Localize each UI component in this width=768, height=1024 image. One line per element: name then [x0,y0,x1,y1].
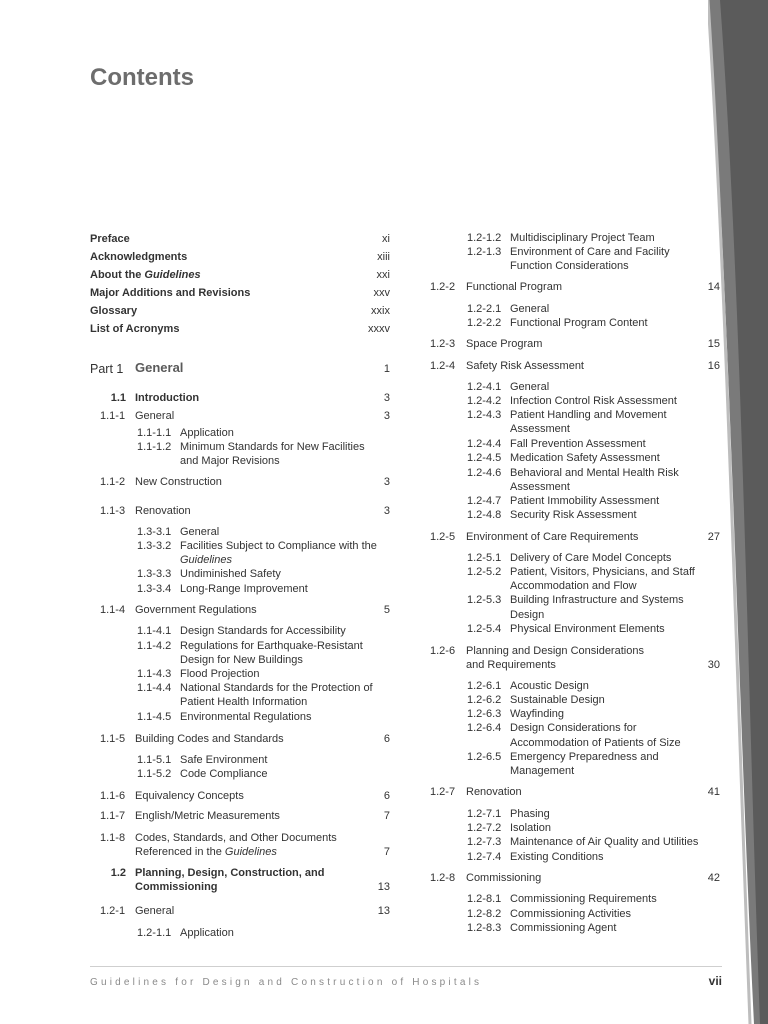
subsection-number: 1.2-6.2 [467,694,502,706]
subsection-number: 1.2-4.2 [467,395,502,407]
toc-page: 3 [383,505,390,517]
toc-page: 1 [383,363,390,375]
section-title: General [135,905,175,917]
section-number: 1.1-7 [100,810,126,822]
subsection-title: Wayfinding [510,708,565,720]
subsection-title: Commissioning Requirements [510,893,657,905]
subsection-title: Design Considerations for [510,722,637,734]
subsection-number: 1.2-4.8 [467,509,502,521]
section-title-italic: Guidelines [224,846,277,858]
subsection-number: 1.2-4.5 [467,452,502,464]
toc-label [90,268,201,282]
subsection-title-cont: Function Considerations [510,260,629,272]
subsection-title: Patient, Visitors, Physicians, and Staff [510,566,695,578]
section-number: 1.2-1 [100,905,126,917]
subsection-number: 1.2-2.1 [467,303,502,315]
subsection-number: 1.2-4.6 [467,467,502,479]
subsection-number: 1.1-4.1 [137,625,172,637]
subsection-number: 1.3-3.4 [137,583,172,595]
subsection-number: 1.2-7.3 [467,836,502,848]
section-number: 1.1-5 [100,733,126,745]
subsection-title: Fall Prevention Assessment [510,438,646,450]
section-number: 1.2-6 [430,645,456,657]
subsection-title: Undiminished Safety [180,568,281,580]
section-title: Functional Program [466,281,562,293]
toc-page: 7 [383,846,390,858]
section-number: 1.2-3 [430,338,456,350]
toc-label: Preface [90,233,130,245]
section-title: Government Regulations [135,604,257,616]
toc-page: xxix [371,305,390,317]
subsection-number: 1.2-8.3 [467,922,502,934]
toc-page: xxi [376,269,390,281]
subsection-title-cont: Management [510,765,575,777]
toc-page: xiii [377,251,390,263]
toc-page: xi [382,233,390,245]
section-number: 1.2-2 [430,281,456,293]
subsection-number: 1.2-6.4 [467,722,502,734]
section-number: 1.1-1 [100,410,126,422]
subsection-title-cont: Design [510,609,545,621]
running-footer: Guidelines for Design and Construction of Hospitals [90,977,483,988]
subsection-title: Phasing [510,808,550,820]
subsection-number: 1.2-1.3 [467,246,502,258]
part-name: General [135,360,184,375]
section-title-text: Referenced in the [135,846,225,858]
subsection-title: Long-Range Improvement [180,583,308,595]
toc-page: 42 [707,872,720,884]
subsection-title: Commissioning Activities [510,908,632,920]
toc-page: 3 [383,476,390,488]
toc-page: 13 [377,905,390,917]
subsection-number: 1.3-3.2 [137,540,172,552]
section-title: General [135,410,175,422]
subsection-title: Behavioral and Mental Health Risk [510,467,679,479]
section-number: 1.1-3 [100,505,126,517]
subsection-title-cont: Guidelines [180,554,232,566]
subsection-number: 1.2-5.3 [467,594,502,606]
subsection-title-cont: Accommodation of Patients of Size [510,737,681,749]
section-title: Codes, Standards, and Other Documents [135,832,337,844]
subsection-title: Application [180,927,234,939]
toc-page: 6 [383,733,390,745]
subsection-number: 1.2-7.2 [467,822,502,834]
subsection-number: 1.2-8.1 [467,893,502,905]
toc-page: xxxv [368,323,390,335]
subsection-number: 1.1-4.3 [137,668,172,680]
subsection-number: 1.1-4.4 [137,682,172,694]
toc-page: 6 [383,790,390,802]
toc-page: 3 [383,392,390,404]
subsection-number: 1.1-4.5 [137,711,172,723]
page-title: Contents [90,64,194,91]
toc-page: xxv [373,287,390,299]
subsection-number: 1.1-1.2 [137,441,172,453]
section-number: 1.1-4 [100,604,126,616]
subsection-number: 1.3-3.1 [137,526,172,538]
subsection-title-cont: Accommodation and Flow [510,580,637,592]
chapter-title-cont: Commissioning [135,881,218,893]
subsection-title: Medication Safety Assessment [510,452,660,464]
subsection-title: Delivery of Care Model Concepts [510,552,672,564]
subsection-number: 1.3-3.3 [137,568,172,580]
section-number: 1.1-6 [100,790,126,802]
subsection-number: 1.2-1.2 [467,232,502,244]
subsection-title: General [510,303,550,315]
subsection-title: Functional Program Content [510,317,648,329]
section-title: New Construction [135,476,222,488]
chapter-title: Introduction [135,392,200,404]
toc-page: 41 [707,786,720,798]
section-number: 1.1-2 [100,476,126,488]
section-title: Safety Risk Assessment [466,360,584,372]
subsection-title: Facilities Subject to Compliance with the [180,540,377,552]
subsection-number: 1.2-5.1 [467,552,502,564]
toc-label: Glossary [90,305,138,317]
subsection-title: Environment of Care and Facility [510,246,670,258]
subsection-title: Safe Environment [180,754,268,766]
subsection-title: Sustainable Design [510,694,605,706]
toc-page: 13 [377,881,390,893]
subsection-title: Infection Control Risk Assessment [510,395,677,407]
subsection-title-cont: Assessment [510,423,570,435]
section-title: Renovation [466,786,522,798]
subsection-title: Regulations for Earthquake-Resistant [180,640,363,652]
toc-page: 16 [707,360,720,372]
subsection-title: Maintenance of Air Quality and Utilities [510,836,699,848]
subsection-title: Security Risk Assessment [510,509,637,521]
subsection-number: 1.2-7.1 [467,808,502,820]
toc-page: 30 [707,659,720,671]
subsection-title: General [180,526,220,538]
subsection-title-cont: Design for New Buildings [180,654,303,666]
toc-page: 15 [707,338,720,350]
subsection-title: Environmental Regulations [180,711,312,723]
toc-page: 3 [383,410,390,422]
section-number: 1.1-8 [100,832,126,844]
subsection-title: Acoustic Design [510,680,589,692]
subsection-number: 1.2-2.2 [467,317,502,329]
section-title: Space Program [466,338,543,350]
subsection-title: Multidisciplinary Project Team [510,232,655,244]
subsection-title: Building Infrastructure and Systems [510,594,684,606]
subsection-number: 1.2-6.3 [467,708,502,720]
toc-label: Acknowledgments [90,251,188,263]
section-title-cont: and Requirements [466,659,556,671]
section-number: 1.2-7 [430,786,456,798]
subsection-title: Minimum Standards for New Facilities [180,441,365,453]
subsection-number: 1.1-5.1 [137,754,172,766]
subsection-title: Isolation [510,822,551,834]
chapter-title: Planning, Design, Construction, and [135,867,325,879]
subsection-title: Emergency Preparedness and [510,751,659,763]
subsection-title: General [510,381,550,393]
section-number: 1.2-8 [430,872,456,884]
section-number: 1.2-5 [430,531,456,543]
subsection-title: Patient Handling and Movement [510,409,667,421]
toc-label-italic: Guidelines [144,269,201,281]
subsection-number: 1.1-4.2 [137,640,172,652]
toc-page: 5 [383,604,390,616]
subsection-title: Physical Environment Elements [510,623,665,635]
subsection-number: 1.2-4.1 [467,381,502,393]
subsection-number: 1.2-5.2 [467,566,502,578]
subsection-number: 1.2-4.4 [467,438,502,450]
section-title: Equivalency Concepts [135,790,244,802]
chapter-number: 1.1 [110,392,126,404]
subsection-number: 1.1-5.2 [137,768,172,780]
subsection-number: 1.2-6.5 [467,751,502,763]
subsection-number: 1.2-4.3 [467,409,502,421]
subsection-title: Patient Immobility Assessment [510,495,660,507]
subsection-number: 1.2-8.2 [467,908,502,920]
subsection-number: 1.2-6.1 [467,680,502,692]
section-number: 1.2-4 [430,360,456,372]
subsection-title: Design Standards for Accessibility [180,625,346,637]
toc-page: 14 [707,281,720,293]
subsection-title-cont: and Major Revisions [180,455,280,467]
section-title: Commissioning [466,872,542,884]
section-title: Building Codes and Standards [135,733,284,745]
subsection-title-cont: Assessment [510,481,570,493]
subsection-title: Flood Projection [180,668,260,680]
subsection-number: 1.1-1.1 [137,427,172,439]
chapter-number: 1.2 [110,867,126,879]
toc-page: 27 [707,531,720,543]
part-number: Part 1 [90,362,124,376]
section-title: Planning and Design Considerations [466,645,644,657]
subsection-title-cont: Patient Health Information [180,696,308,708]
subsection-number: 1.2-4.7 [467,495,502,507]
footer-rule [90,966,722,967]
section-title: Renovation [135,505,191,517]
toc-label-text: About the [90,269,145,281]
subsection-title: Application [180,427,234,439]
subsection-number: 1.2-7.4 [467,851,502,863]
subsection-number: 1.2-1.1 [137,927,172,939]
subsection-title: Existing Conditions [510,851,604,863]
page-number: vii [708,974,722,988]
toc-label: List of Acronyms [90,323,180,335]
subsection-title: Commissioning Agent [510,922,617,934]
section-title: English/Metric Measurements [135,810,280,822]
toc-label: Major Additions and Revisions [90,287,251,299]
toc-page: 7 [383,810,390,822]
subsection-title: National Standards for the Protection of [180,682,373,694]
subsection-number: 1.2-5.4 [467,623,502,635]
section-title: Environment of Care Requirements [466,531,639,543]
section-title-cont [135,845,277,859]
subsection-title: Code Compliance [180,768,268,780]
